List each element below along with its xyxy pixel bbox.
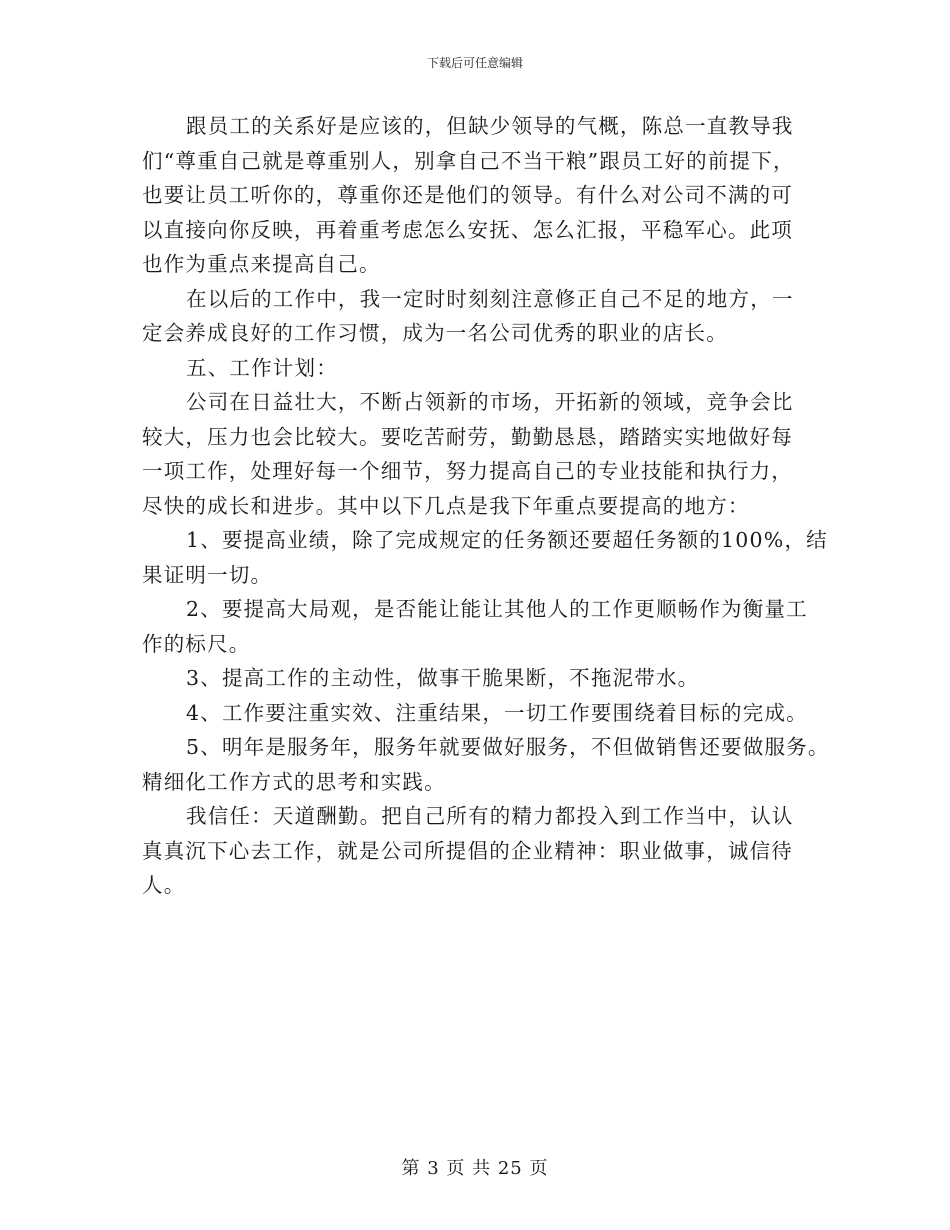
text-line: 1、要提高业绩，除了完成规定的任务额还要超任务额的100%，结 bbox=[186, 528, 828, 552]
text-line: 在以后的工作中，我一定时时刻刻注意修正自己不足的地方，一 bbox=[186, 286, 794, 311]
paragraph bbox=[142, 109, 822, 282]
text-line: 跟员工的关系好是应该的，但缺少领导的气概，陈总一直教导我 bbox=[186, 114, 794, 138]
text-line: 3、提高工作的主动性，做事干脆果断，不拖泥带水。 bbox=[186, 666, 700, 690]
text-line: 果证明一切。 bbox=[142, 562, 273, 587]
list-item bbox=[142, 523, 828, 592]
text-line: 4、工作要注重实效、注重结果，一切工作要围绕着目标的完成。 bbox=[186, 700, 808, 725]
list-item bbox=[142, 592, 822, 661]
text-line: 我信任：天道酬勤。把自己所有的精力都投入到工作当中，认认 bbox=[186, 804, 794, 828]
text-line: 真真沉下心去工作，就是公司所提倡的企业精神：职业做事，诚信待 bbox=[142, 838, 793, 863]
list-item bbox=[142, 661, 822, 696]
text-line: 以直接向你反映，再着重考虑怎么安抚、怎么汇报，平稳军心。此项 bbox=[142, 217, 793, 242]
list-item bbox=[142, 696, 822, 731]
text-line: 较大，压力也会比较大。要吃苦耐劳，勤勤恳恳，踏踏实实地做好每 bbox=[142, 424, 793, 449]
page-header: 下载后可任意编辑 bbox=[426, 56, 523, 70]
text-line: 精细化工作方式的思考和实践。 bbox=[142, 769, 446, 794]
text-line: 作的标尺。 bbox=[142, 631, 251, 656]
text-line: 公司在日益壮大，不断占领新的市场，开拓新的领域，竞争会比 bbox=[186, 390, 794, 414]
text-line: 也要让员工听你的，尊重你还是他们的领导。有什么对公司不满的可 bbox=[142, 183, 793, 207]
text-line: 尽快的成长和进步。其中以下几点是我下年重点要提高的地方： bbox=[142, 493, 750, 518]
paragraph bbox=[142, 799, 822, 903]
text-line: 5、明年是服务年，服务年就要做好服务，不但做销售还要做服务。 bbox=[186, 735, 830, 759]
text-line: 们“尊重自己就是尊重别人，别拿自己不当干粮”跟员工好的前提下， bbox=[142, 148, 795, 173]
text-line: 也作为重点来提高自己。 bbox=[142, 252, 381, 276]
list-item bbox=[142, 730, 830, 799]
text-line: 五、工作计划： bbox=[186, 355, 338, 380]
section-heading bbox=[142, 351, 822, 386]
text-line: 人。 bbox=[142, 873, 186, 897]
page-footer: 第 3 页 共 25 页 bbox=[401, 1158, 549, 1179]
text-line: 定会养成良好的工作习惯，成为一名公司优秀的职业的店长。 bbox=[142, 321, 728, 345]
document-body bbox=[142, 109, 830, 903]
text-line: 一项工作，处理好每一个细节，努力提高自己的专业技能和执行力， bbox=[142, 459, 793, 483]
paragraph bbox=[142, 385, 822, 523]
text-line: 2、要提高大局观，是否能让能让其他人的工作更顺畅作为衡量工 bbox=[186, 597, 808, 621]
paragraph bbox=[142, 282, 822, 351]
